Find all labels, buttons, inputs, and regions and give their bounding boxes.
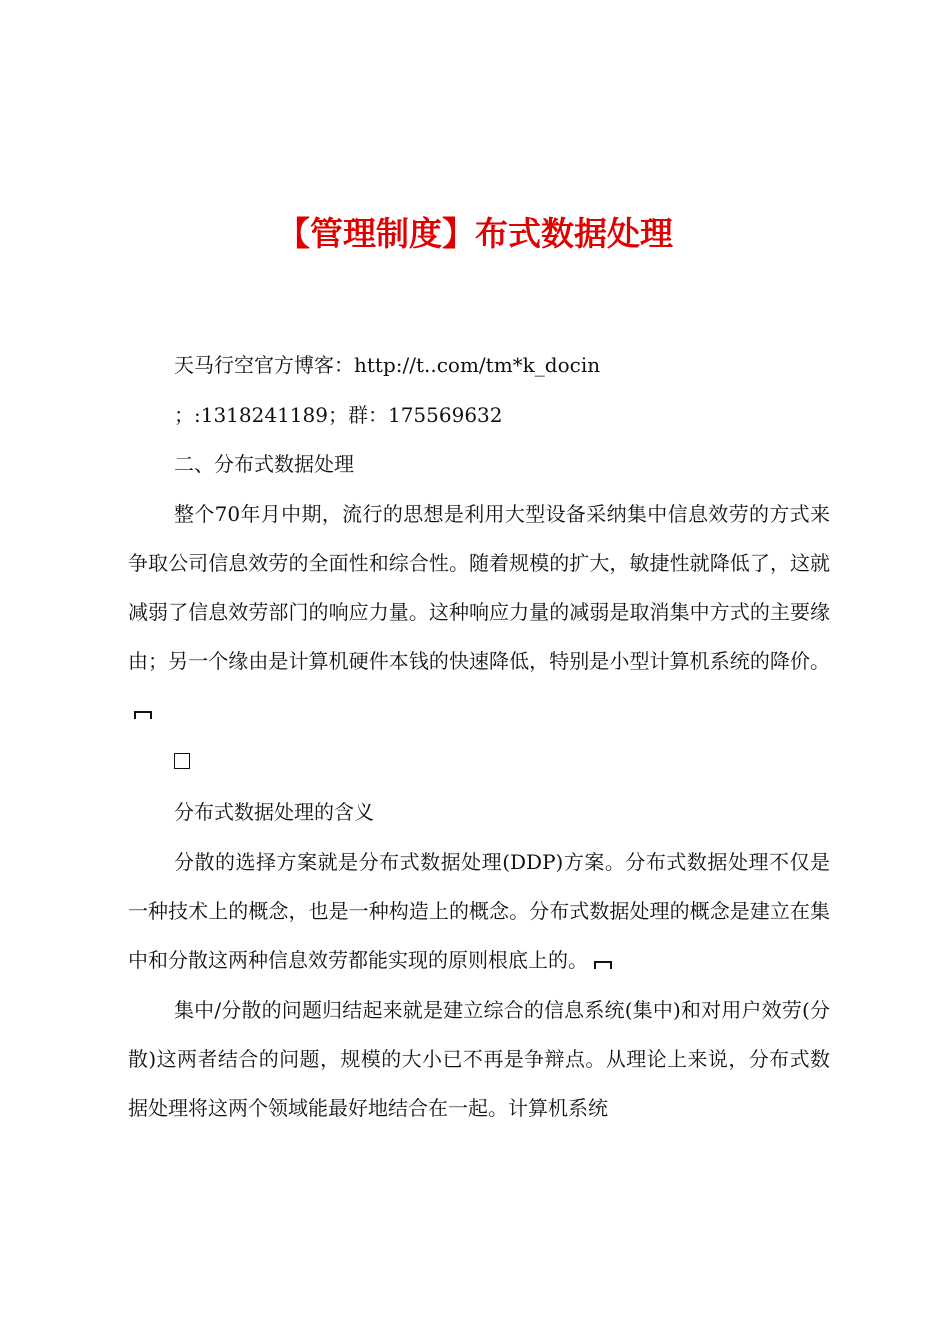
contact-line: ；:1318241189；群：175569632 [174, 403, 503, 427]
blog-line: 天马行空官方博客：http://t..com/tm*k_docin [174, 353, 601, 377]
paragraph-2 [128, 838, 830, 985]
document-title: 【管理制度】布式数据处理 [277, 214, 673, 253]
checkbox-square-icon [174, 753, 190, 769]
section-heading: 二、分布式数据处理 [174, 452, 354, 476]
subheading: 分布式数据处理的含义 [174, 800, 374, 824]
paragraph-2-text: 分散的选择方案就是分布式数据处理(DDP)方案。分布式数据处理不仅是一种技术上的概念，也是一种构造上的概念。分布式数据处理的概念是建立在集中和分散这两种信息效劳都能实现的原则根底上的。 [128, 850, 830, 972]
paragraph-1 [128, 490, 830, 735]
paragraph-3-text: 集中/分散的问题归结起来就是建立综合的信息系统(集中)和对用户效劳(分散)这两者结合的问题，规模的大小已不再是争辩点。从理论上来说，分布式数据处理将这两个领域能最好地结合在一起。计算机系统 [128, 998, 830, 1120]
bracket-mark-icon [594, 961, 612, 969]
paragraph-1-text: 整个70年月中期，流行的思想是利用大型设备采纳集中信息效劳的方式来争取公司信息效劳的全面性和综合性。随着规模的扩大，敏捷性就降低了，这就减弱了信息效劳部门的响应力量。这种响应力量的减弱是取消集中方式的主要缘由；另一个缘由是计算机硬件本钱的快速降低，特别是小型计算机系统的降价。 [128, 502, 830, 673]
bracket-mark-icon [134, 711, 152, 719]
paragraph-3 [128, 986, 830, 1133]
